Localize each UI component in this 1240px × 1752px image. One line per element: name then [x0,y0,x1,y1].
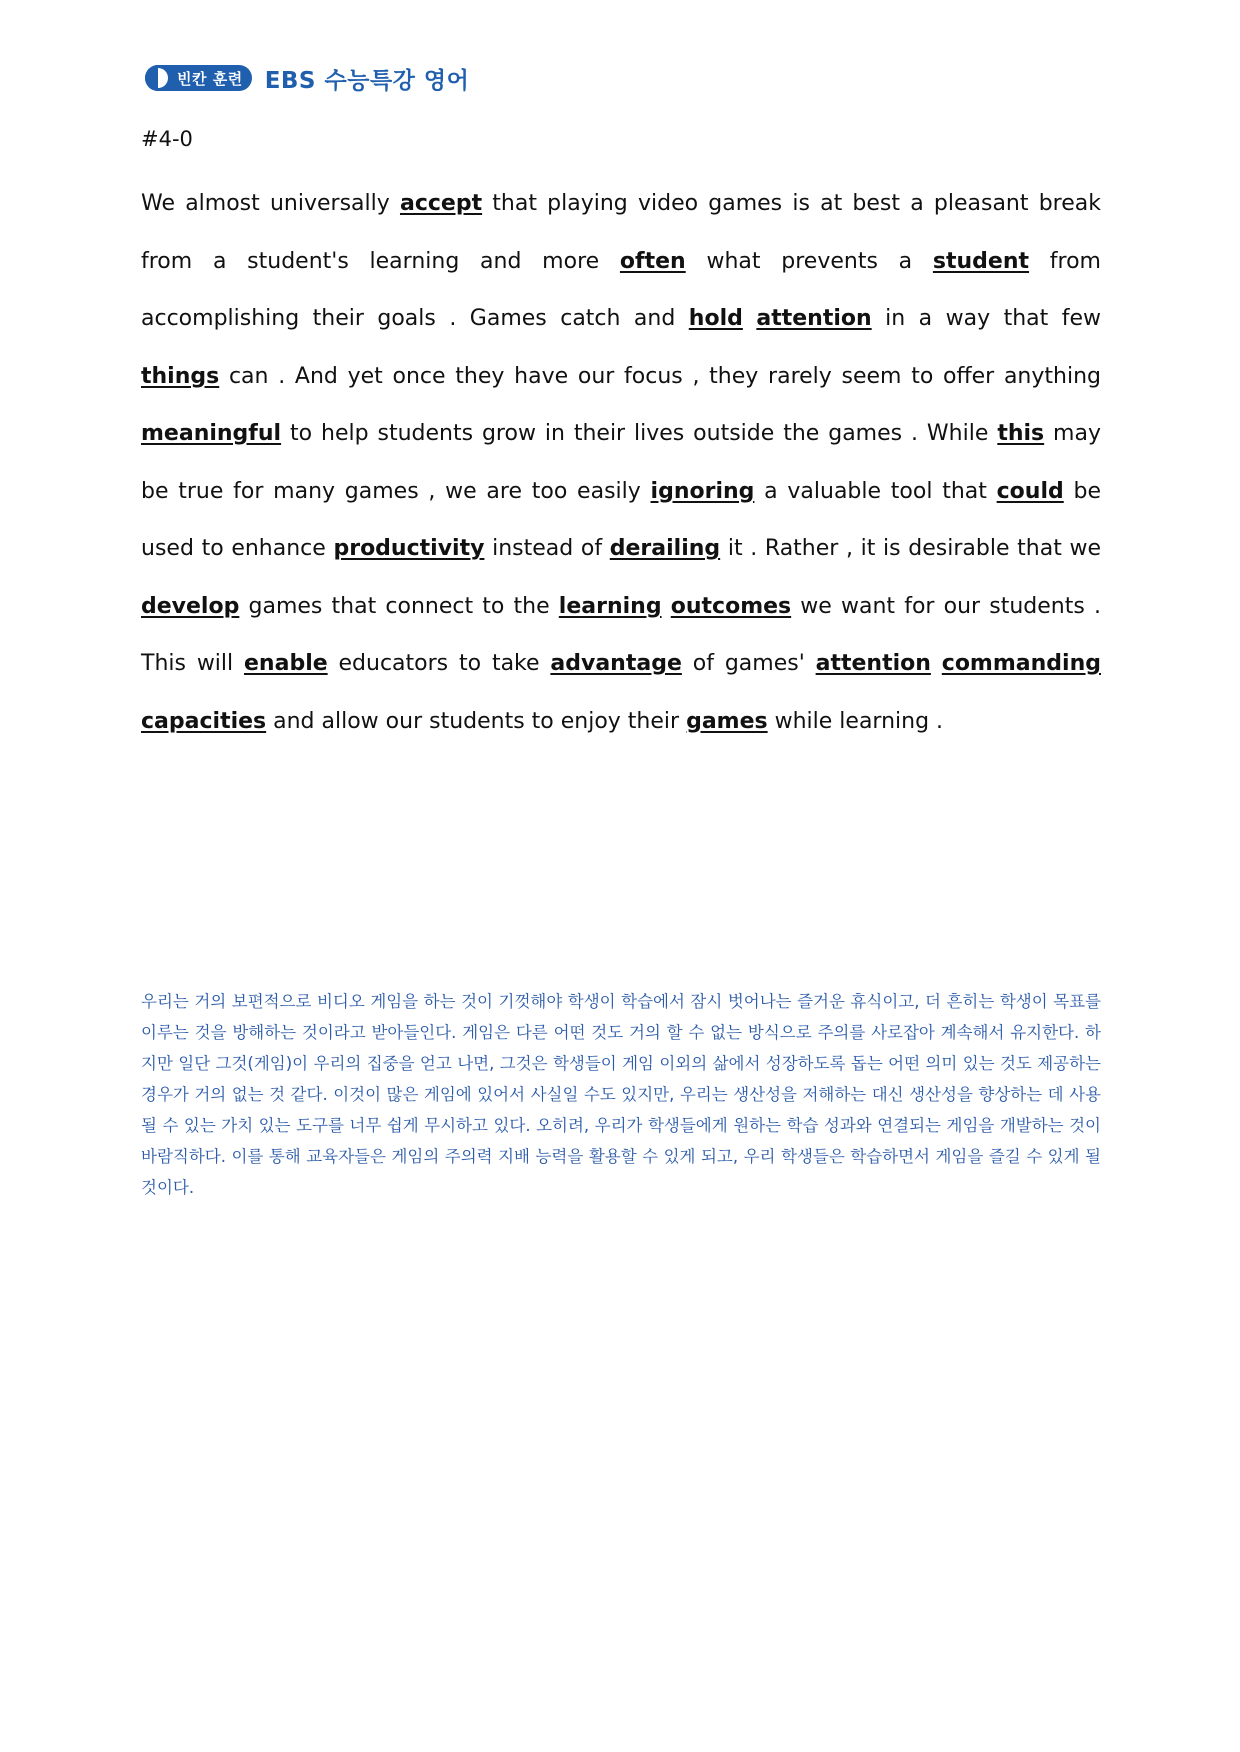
badge-label: 빈칸 훈련 [177,69,243,88]
passage-text: and allow our students to enjoy their [266,708,687,734]
blank-word-outcomes: outcomes [670,593,792,619]
blank-word-learning: learning [558,593,662,619]
passage-text: We almost universally [141,191,400,216]
blank-word-could: could [996,478,1064,504]
passage-text: what prevents a [685,248,933,274]
passage-text: while learning . [767,708,944,734]
textbook-title: EBS 수능특강 영어 [264,67,470,94]
passage-text: that playing video games is at best a pleasant break from a student's learning and more [141,191,1101,274]
passage-text: to help students grow in their lives outside the games . While [281,421,998,446]
blank-word-capacities: capacities [141,708,267,734]
blank-word-often: often [619,248,686,274]
question-number: #4-0 [141,127,193,151]
exercise-type-badge [145,65,252,91]
english-passage [141,175,1101,750]
passage-text: in a way that few [871,306,1101,331]
passage-text: may be true for many games , we are too easily [141,421,1101,504]
passage-text [743,306,756,331]
blank-word-commanding: commanding [941,651,1101,676]
blank-word-student: student [932,248,1030,274]
blank-word-attention: attention [756,306,872,331]
blank-word-advantage: advantage [550,651,682,676]
passage-text: be used to enhance [141,478,1102,561]
blank-word-games: games [686,708,768,734]
passage-text: it . Rather , it is desirable that we [720,536,1102,561]
passage-text: from accomplishing their goals . Games catch and [141,248,1101,331]
blank-word-hold: hold [688,306,743,331]
passage-text: can . And yet once they have our focus , they rarely seem to offer anything [219,363,1101,389]
half-circle-icon [145,65,171,91]
passage-text: a valuable tool that [754,478,997,504]
passage-text: instead of [484,536,610,561]
blank-word-attention: attention [815,651,931,676]
page-header [145,60,469,96]
blank-word-meaningful: meaningful [141,421,282,446]
blank-word-productivity: productivity [333,536,485,561]
passage-text [662,594,671,619]
passage-text: of games' [681,651,816,676]
blank-word-derailing: derailing [609,536,721,561]
blank-word-develop: develop [141,593,240,619]
blank-word-ignoring: ignoring [650,478,755,504]
blank-word-accept: accept [399,191,483,216]
passage-text: educators to take [327,651,551,676]
passage-text: we want for our students . This will [141,593,1101,676]
blank-word-things: things [141,363,220,389]
korean-translation: 우리는 거의 보편적으로 비디오 게임을 하는 것이 기껏해야 학생이 학습에서 잠시 벗어나는 즐거운 휴식이고, 더 흔히는 학생이 목표를 이루는 것을 방해하는 것이라고 받아들인다. 게임은 다른 어떤 것도 거의 할 수 없는 방식으로 주의를 사로잡아 계속해서 유지한다. 하지만 일단 그것(게임)이 우리의 집중을 얻고 나면, 그것은 학생들이 게임 이외의 삶에서 성장하도록 돕는 어떤 의미 있는 것도 제공하는 경우가 거의 없는 것 같다. 이것이 많은 게임에 있어서 사실일 수도 있지만, 우리는 생산성을 저해하는 대신 생산성을 향상하는 데 사용될 수 있는 가치 있는 도구를 너무 쉽게 무시하고 있다. 오히려, 우리가 학생들에게 원하는 학습 성과와 연결되는 게임을 개발하는 것이 바람직하다. 이를 통해 교육자들은 게임의 주의력 지배 능력을 활용할 수 있게 되고, 우리 학생들은 학습하면서 게임을 즐길 수 있게 될 것이다. [141,992,1101,1197]
passage-text: games that connect to the [239,593,559,619]
blank-word-this: this [997,421,1045,446]
blank-word-enable: enable [244,651,328,676]
passage-text [931,651,942,676]
